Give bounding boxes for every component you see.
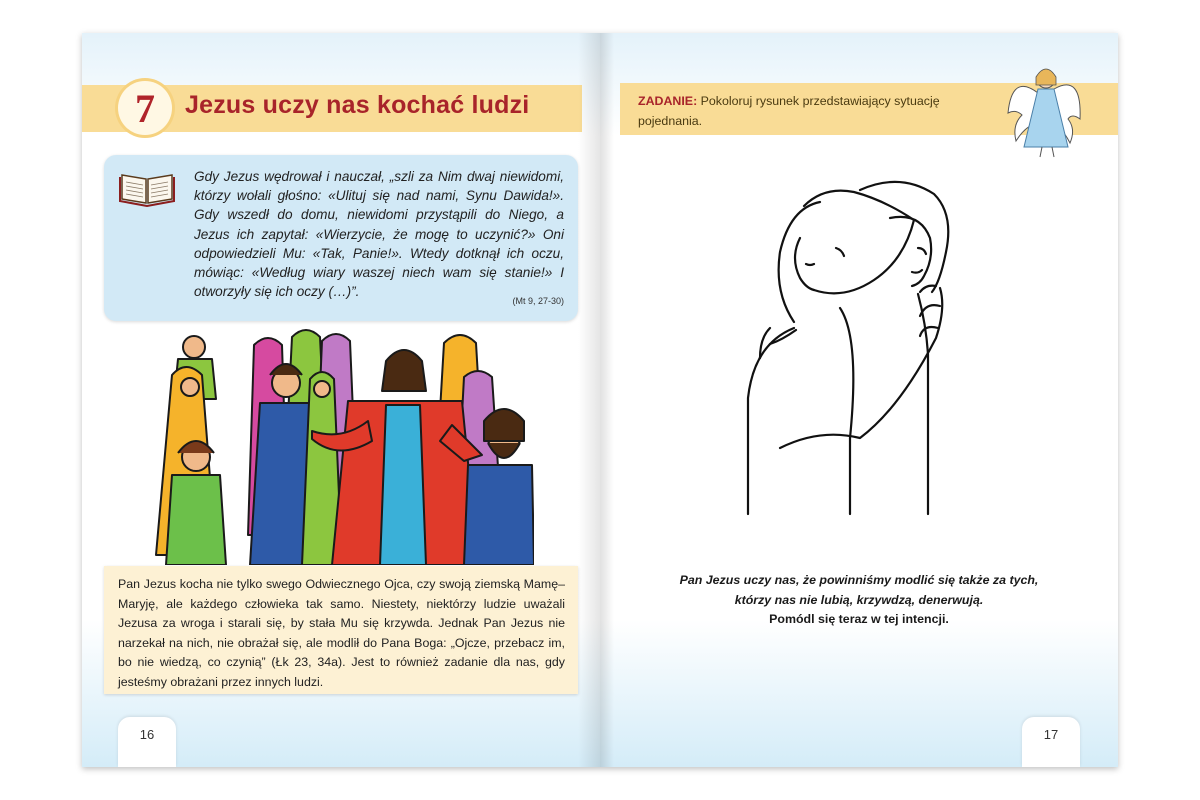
right-page <box>600 33 1118 767</box>
caption-line-3: Pomódl się teraz w tej intencji. <box>769 612 949 627</box>
scripture-box <box>104 155 578 321</box>
page-number-right: 17 <box>1022 717 1080 767</box>
book-spread <box>82 33 1118 767</box>
jesus-with-crowd-illustration <box>142 325 534 565</box>
caption-line-2: którzy nas nie lubią, krzywdzą, denerwują. <box>734 592 984 607</box>
caption-line-1: Pan Jezus uczy nas, że powinniśmy modlić się także za tych, <box>679 573 1039 587</box>
page-number-left: 16 <box>118 717 176 767</box>
task-text: Pokoloruj rysunek przedstawiający sytuację pojednania. <box>638 94 940 128</box>
prayer-caption <box>640 571 1078 630</box>
task-instruction <box>638 92 998 131</box>
task-label: ZADANIE: <box>638 94 698 108</box>
left-page <box>82 33 600 767</box>
gutter-shadow-right <box>600 33 614 767</box>
narrative-text: Pan Jezus kocha nie tylko swego Odwiecznego Ojca, czy swoją ziemską Mamę–Maryję, ale każdego człowieka tak samo. Niestety, niektórzy ludzie uważali Jezusa za wroga i starali się, by stała Mu się krzywda. Jednak Pan Jezus nie narzekał na nich, nie obrażał się, ale modlił do Pana Boga: „Ojcze, przebacz im, bo nie wiedzą, co czynią” (Łk 23, 34a). Jest to również zadanie dla nas, gdy jesteśmy obrażani przez innych ludzi. <box>118 577 565 689</box>
angel-icon <box>1004 53 1084 163</box>
scripture-text: Gdy Jezus wędrował i nauczał, „szli za Nim dwaj niewidomi, którzy wołali głośno: «Ulituj się nad nami, Synu Dawida!». Gdy wszedł do domu, niewidomi przystąpili do Niego, a Jezus ich zapytał: «Wierzycie, że mogę to uczynić?» Oni odpowiedzieli Mu: «Tak, Panie!». Wtedy dotknął ich oczu, mówiąc: «Według wiary waszej niech wam się stanie!» I otworzyły się ich oczy (…)”. <box>194 169 564 300</box>
lesson-title: Jezus uczy nas kochać ludzi <box>185 91 530 119</box>
scripture-reference: (Mt 9, 27-30) <box>512 296 564 306</box>
narrative-box <box>104 566 578 694</box>
hugging-coloring-drawing <box>740 178 980 528</box>
open-book-icon <box>118 167 176 207</box>
lesson-number-badge: 7 <box>118 81 172 135</box>
gutter-shadow <box>578 33 600 767</box>
